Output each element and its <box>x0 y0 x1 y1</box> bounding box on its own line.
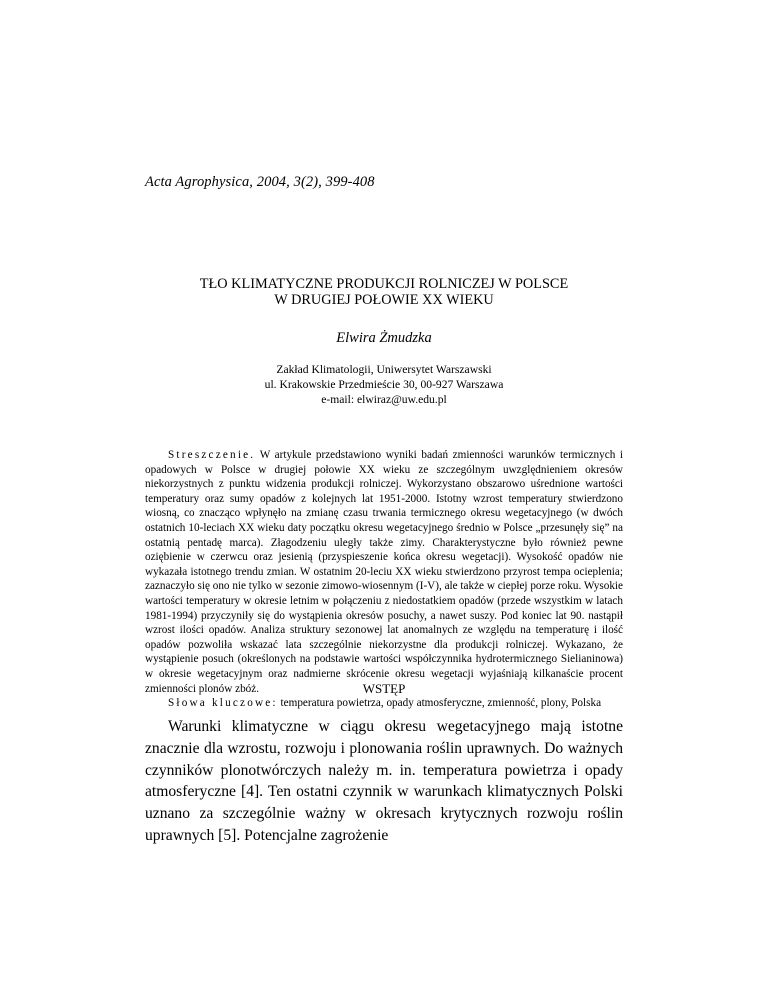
article-title <box>0 276 768 308</box>
keywords-label: Słowa kluczowe: <box>168 697 278 710</box>
author-name: Elwira Żmudzka <box>336 330 432 346</box>
abstract-text: W artykule przedstawiono wyniki badań zmienności warunków termicznych i opadowych w Polsce w drugiej połowie XX wieku ze szczególnym uwzględnieniem okresów niekorzystnych z punktu widzenia produkcji rolniczej. Wykorzystano obszarowo uśrednione wartości temperatury oraz sumy opadów z kolejnych lat 1951-2000. Istotny wzrost temperatury stwierdzono wiosną, co znacząco wpłynęło na zmianę czasu trwania termicznego okresu wegetacyjnego (w dwóch ostatnich 10-leciach XX wieku daty początku okresu wegetacyjnego średnio w Polsce „przesunęły się” na ostatnią pentadę marca). Złagodzeniu uległy także zimy. Charakterystyczne było również pewne oziębienie w czerwcu oraz jesienią (przyspieszenie końca okresu wegetacji). Wysokość opadów nie wykazała istotnego trendu zmian. W ostatnim 20-leciu XX wieku stwierdzono przyrost tempa ocieplenia; zaznaczyło się ono nie tylko w sezonie zimowo-wiosennym (I-V), ale także w ciepłej porze roku. Wysokie wartości temperatury w okresie letnim w połączeniu z niedostatkiem opadów (przede wszystkim w latach 1981-1994) przyczyniły się do wystąpienia okresów posuchy, a nawet suszy. Pod koniec lat 90. nastąpił wzrost ilości opadów. Analiza struktury sezonowej lat anomalnych ze względu na temperaturę i ilość opadów pozwoliła wskazać lata szczególnie niekorzystne dla produkcji rolniczej. Wykazano, że wystąpienie posuch (określonych na podstawie wartości współczynnika hydrotermicznego Sielianinowa) w okresie wegetacyjnym oraz nadmierne skrócenie okresu wegetacji wyjaśniają kilkanaście procent zmienności plonów zbóż. <box>145 449 623 695</box>
author-affiliation <box>0 362 768 407</box>
article-title-line-1: TŁO KLIMATYCZNE PRODUKCJI ROLNICZEJ W POLSCE <box>199 276 569 292</box>
journal-reference: Acta Agrophysica, 2004, 3(2), 399-408 <box>145 174 375 190</box>
body-paragraph: Warunki klimatyczne w ciągu okresu wegetacyjnego mają istotne znacznie dla wzrostu, rozwoju i plonowania roślin uprawnych. Do ważnych czynników plonotwórczych należy m. in. temperatura powietrza i opady atmosferyczne [4]. Ten ostatni czynnik w warunkach klimatycznych Polski uznano za szczególnie ważny w okresach krytycznych rozwoju roślin uprawnych [5]. Potencjalne zagrożenie <box>145 718 623 844</box>
abstract <box>145 448 623 711</box>
abstract-paragraph <box>145 448 623 696</box>
article-title-line-2: W DRUGIEJ POŁOWIE XX WIEKU <box>274 292 494 308</box>
section-heading: WSTĘP <box>362 681 406 696</box>
abstract-label: Streszczenie. <box>168 449 256 461</box>
keywords-text: temperatura powietrza, opady atmosferyczne, zmienność, plony, Polska <box>280 697 602 710</box>
author-email: e-mail: elwiraz@uw.edu.pl <box>321 393 447 406</box>
body-text <box>145 716 623 847</box>
keywords-paragraph <box>145 696 623 711</box>
affiliation-line-2: ul. Krakowskie Przedmieście 30, 00-927 Warszawa <box>264 378 504 391</box>
affiliation-line-1: Zakład Klimatologii, Uniwersytet Warszawski <box>276 363 492 376</box>
